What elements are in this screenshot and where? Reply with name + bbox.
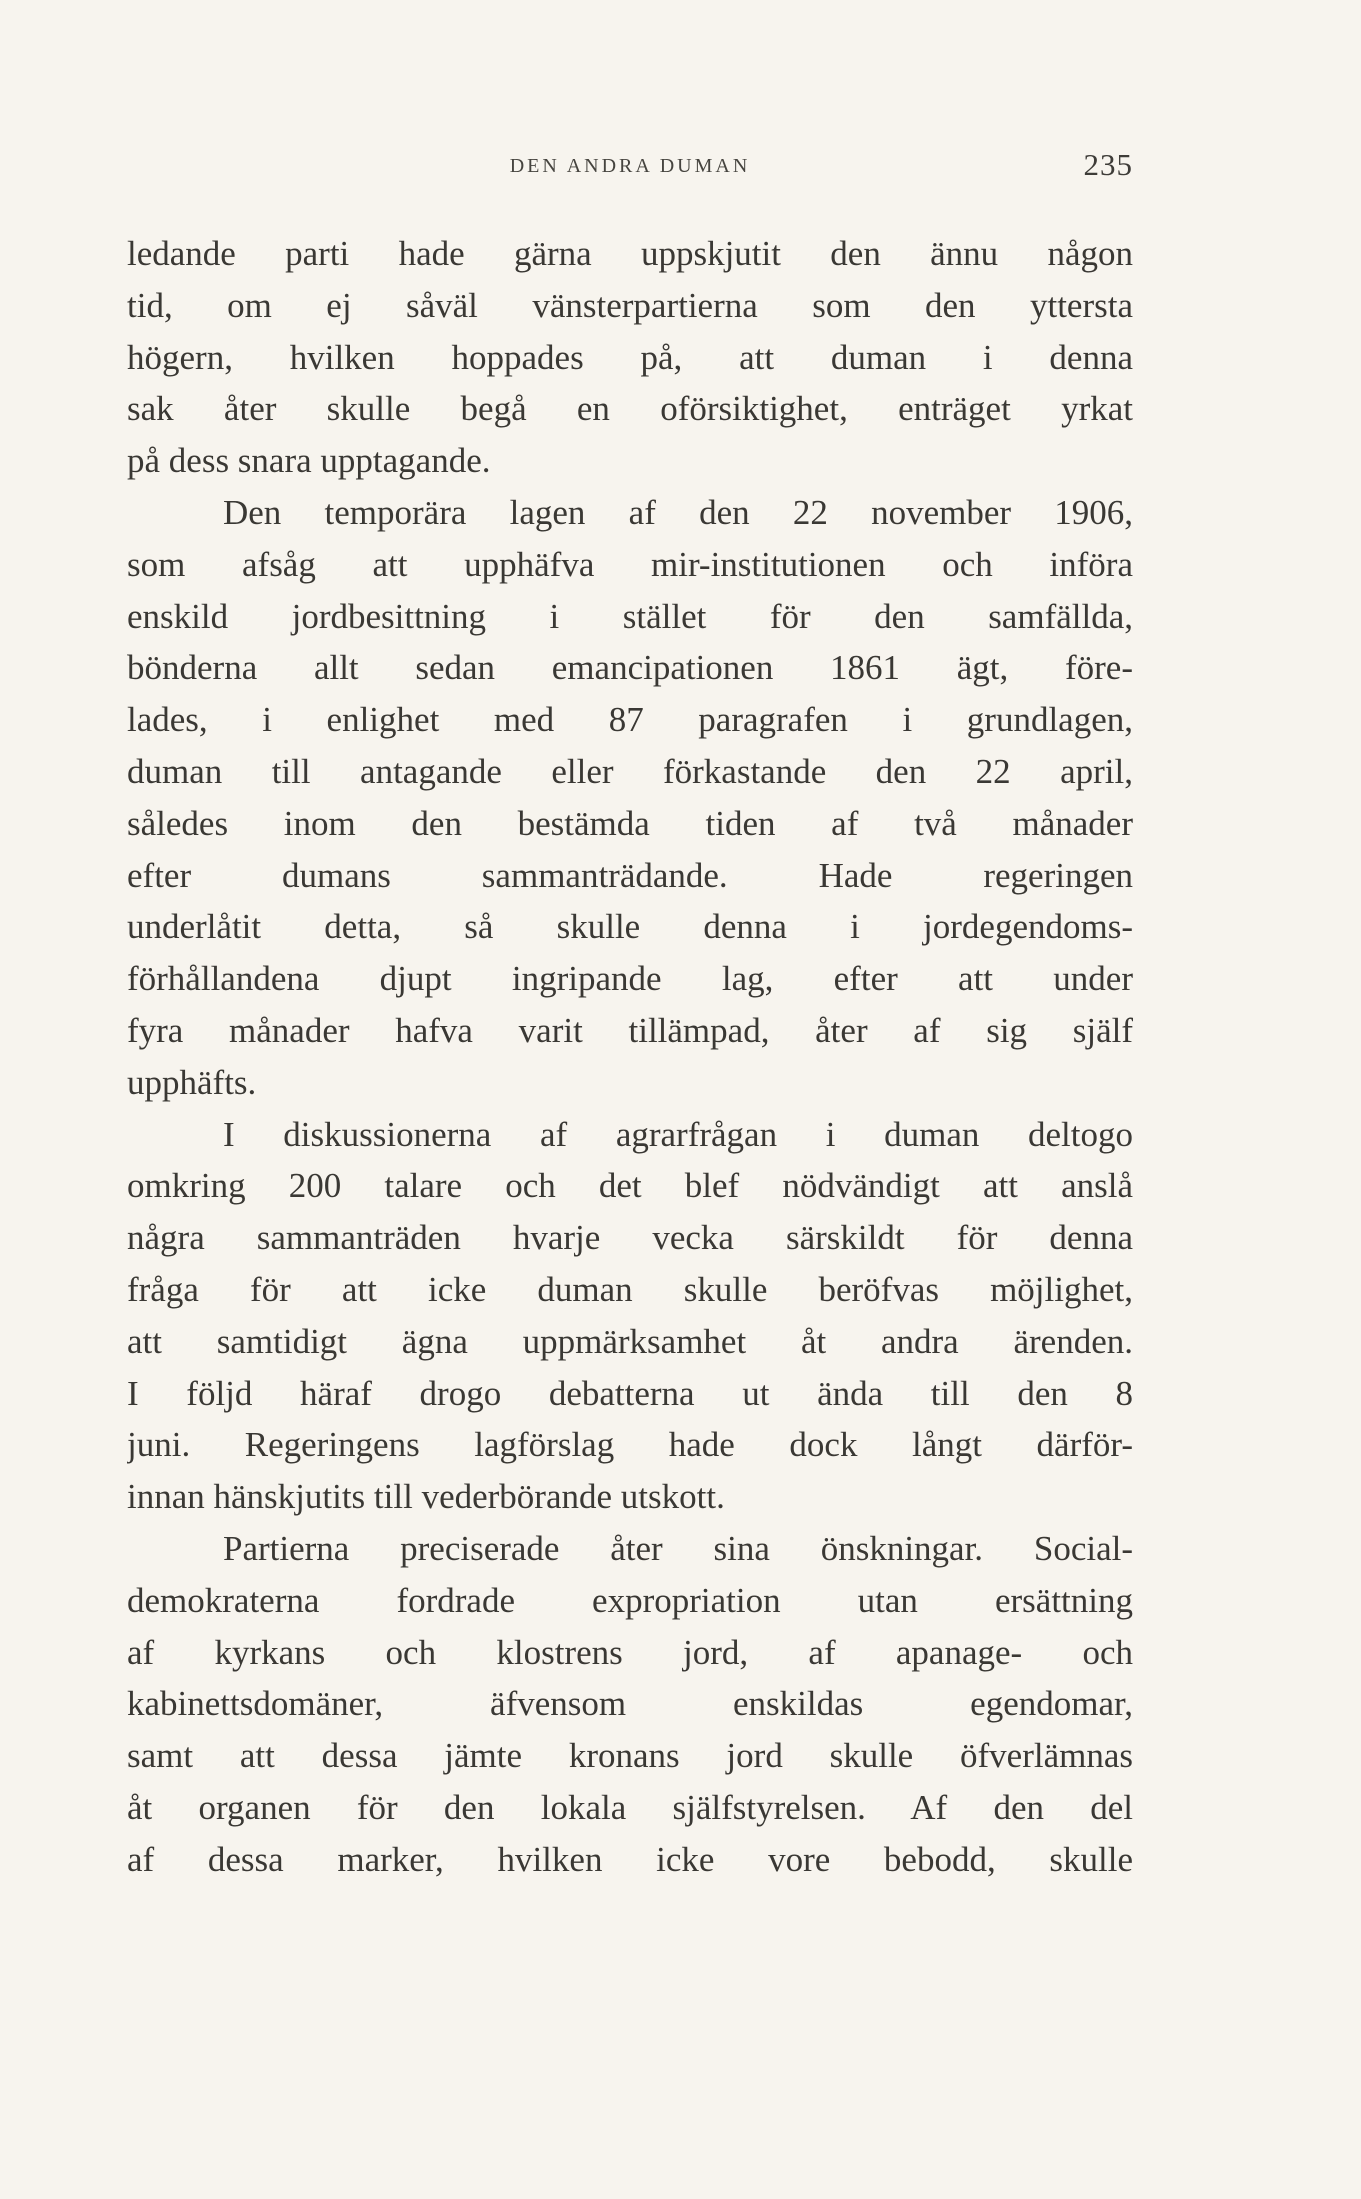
text-line: att samtidigt ägna uppmärksamhet åt andra ärenden. [127, 1321, 1133, 1361]
text-line: sak åter skulle begå en oförsiktighet, enträget yrkat [127, 389, 1133, 429]
text-line: I följd häraf drogo debatterna ut ända till den 8 [127, 1373, 1133, 1413]
text-line: förhållandena djupt ingripande lag, efter att under [127, 959, 1133, 999]
text-line: efter dumans sammanträdande. Hade regeringen [127, 855, 1133, 895]
text-line: fråga för att icke duman skulle beröfvas möjlighet, [127, 1269, 1133, 1309]
body-text [127, 228, 1133, 1886]
text-line: samt att dessa jämte kronans jord skulle öfverlämnas [127, 1736, 1133, 1776]
paragraph-2 [127, 487, 1133, 1109]
text-line: ledande parti hade gärna uppskjutit den ännu någon [127, 234, 1133, 273]
text-line: bönderna allt sedan emancipationen 1861 ägt, före- [127, 648, 1133, 688]
paragraph-3 [127, 1109, 1133, 1523]
text-line: kabinettsdomäner, äfvensom enskildas egendomar, [127, 1684, 1133, 1724]
text-line: högern, hvilken hoppades på, att duman i denna [127, 337, 1133, 377]
text-line: åt organen för den lokala själfstyrelsen. Af den del [127, 1787, 1133, 1827]
running-head [127, 147, 1133, 187]
text-line: på dess snara upptagande. [127, 441, 491, 481]
text-line: af dessa marker, hvilken icke vore bebodd, skulle [127, 1839, 1133, 1879]
text-line: lades, i enlighet med 87 paragrafen i grundlagen, [127, 700, 1133, 740]
text-line: af kyrkans och klostrens jord, af apanage- och [127, 1632, 1133, 1672]
text-line: några sammanträden hvarje vecka särskildt för denna [127, 1218, 1133, 1258]
paragraph-4 [127, 1523, 1133, 1886]
paragraph-1 [127, 228, 1133, 487]
text-line: juni. Regeringens lagförslag hade dock långt därför- [127, 1425, 1133, 1465]
text-line: duman till antagande eller förkastande den 22 april, [127, 751, 1133, 791]
text-line: tid, om ej såväl vänsterpartierna som den yttersta [127, 285, 1133, 325]
text-line: upphäfts. [127, 1062, 257, 1102]
text-line: Partierna preciserade åter sina önskningar. Social- [223, 1528, 1133, 1568]
text-line: Den temporära lagen af den 22 november 1906, [223, 492, 1133, 532]
text-line: I diskussionerna af agrarfrågan i duman deltogo [223, 1114, 1133, 1154]
text-line: enskild jordbesittning i stället för den samfällda, [127, 596, 1133, 636]
text-line: demokraterna fordrade expropriation utan ersättning [127, 1580, 1133, 1620]
text-line: omkring 200 talare och det blef nödvändigt att anslå [127, 1166, 1133, 1206]
running-title: DEN ANDRA DUMAN [509, 155, 751, 177]
text-line: fyra månader hafva varit tillämpad, åter af sig själf [127, 1010, 1133, 1050]
text-line: som afsåg att upphäfva mir-institutionen och införa [127, 544, 1133, 584]
page-number: 235 [1083, 147, 1133, 182]
text-line: således inom den bestämda tiden af två månader [127, 803, 1133, 843]
text-line: innan hänskjutits till vederbörande utskott. [127, 1477, 725, 1517]
text-line: underlåtit detta, så skulle denna i jordegendoms- [127, 907, 1133, 947]
